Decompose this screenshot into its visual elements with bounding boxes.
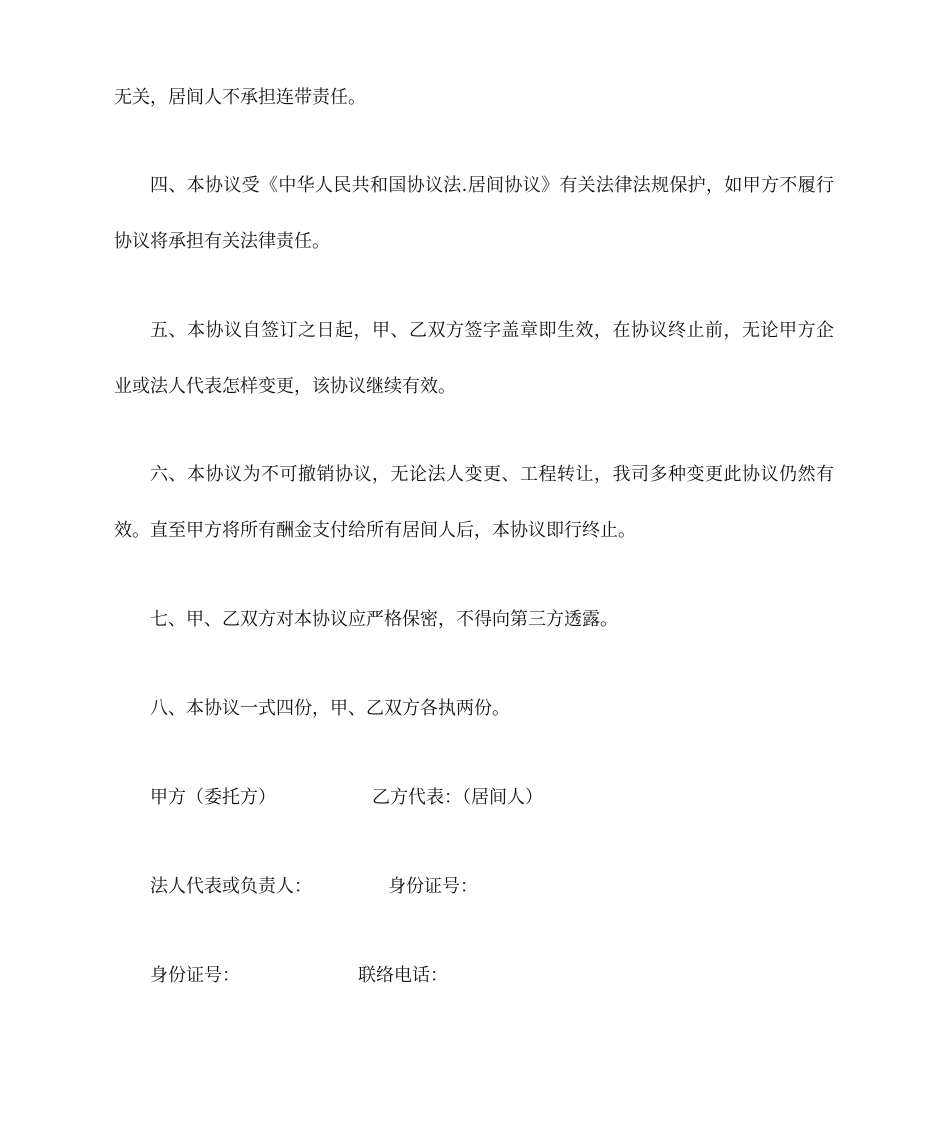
id-number-label-right: 身份证号：: [388, 876, 478, 897]
party-b-label: 乙方代表：（居间人）: [372, 787, 543, 808]
id-number-label-left: 身份证号：: [150, 965, 240, 986]
clause-7: 七、甲、乙双方对本协议应严格保密，不得向第三方透露。: [150, 609, 618, 630]
party-a-label: 甲方（委托方）: [150, 787, 276, 808]
clause-5-line-2: 业或法人代表怎样变更，该协议继续有效。: [114, 376, 456, 397]
phone-label: 联络电话：: [358, 965, 448, 986]
clause-4-line-2: 协议将承担有关法律责任。: [114, 231, 330, 252]
clause-8: 八、本协议一式四份，甲、乙双方各执两份。: [150, 698, 510, 719]
clause-3-continuation: 无关，居间人不承担连带责任。: [114, 87, 366, 108]
clause-6-line-2: 效。直至甲方将所有酬金支付给所有居间人后，本协议即行终止。: [114, 520, 636, 541]
clause-6-line-1: 六、本协议为不可撤销协议，无论法人变更、工程转让，我司多种变更此协议仍然有: [150, 464, 834, 485]
clause-4-line-1: 四、本协议受《中华人民共和国协议法.居间协议》有关法律法规保护，如甲方不履行: [150, 175, 834, 196]
clause-5-line-1: 五、本协议自签订之日起，甲、乙双方签字盖章即生效，在协议终止前，无论甲方企: [150, 320, 834, 341]
legal-rep-label: 法人代表或负责人：: [150, 876, 312, 897]
